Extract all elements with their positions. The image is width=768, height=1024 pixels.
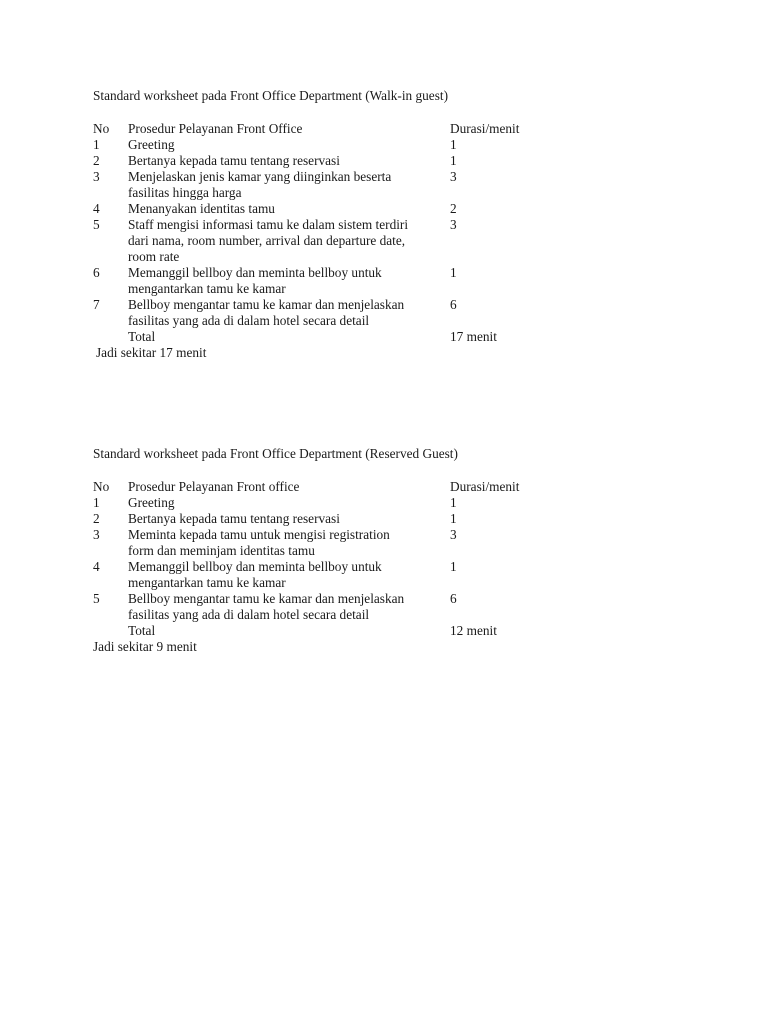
row-procedure: Greeting <box>128 137 175 152</box>
row-procedure: Greeting <box>128 495 175 510</box>
row-procedure: Staff mengisi informasi tamu ke dalam sistem terdiri <box>128 217 409 232</box>
row-procedure: Bellboy mengantar tamu ke kamar dan menjelaskan <box>128 297 405 312</box>
row-number: 5 <box>93 217 100 232</box>
total-label: Total <box>128 329 156 344</box>
row-duration: 1 <box>450 265 457 280</box>
row-procedure: form dan meminjam identitas tamu <box>128 543 315 558</box>
row-procedure: Bertanya kepada tamu tentang reservasi <box>128 511 340 526</box>
row-number: 4 <box>93 201 100 216</box>
row-procedure: fasilitas hingga harga <box>128 185 242 200</box>
header-duration: Durasi/menit <box>450 121 520 136</box>
row-number: 4 <box>93 559 100 574</box>
row-number: 5 <box>93 591 100 606</box>
row-number: 6 <box>93 265 100 280</box>
row-procedure: Menjelaskan jenis kamar yang diinginkan beserta <box>128 169 392 184</box>
row-duration: 1 <box>450 559 457 574</box>
section1-summary-note: Jadi sekitar 17 menit <box>96 345 207 360</box>
row-procedure: Bellboy mengantar tamu ke kamar dan menjelaskan <box>128 591 405 606</box>
row-duration: 6 <box>450 297 457 312</box>
row-procedure: Bertanya kepada tamu tentang reservasi <box>128 153 340 168</box>
section2-summary-note: Jadi sekitar 9 menit <box>93 639 197 654</box>
section1-title: Standard worksheet pada Front Office Department (Walk-in guest) <box>93 88 449 103</box>
row-number: 7 <box>93 297 100 312</box>
row-number: 3 <box>93 527 100 542</box>
row-number: 3 <box>93 169 100 184</box>
header-procedure: Prosedur Pelayanan Front office <box>128 479 300 494</box>
header-no: No <box>93 121 110 136</box>
row-duration: 1 <box>450 495 457 510</box>
row-procedure: Menanyakan identitas tamu <box>128 201 275 216</box>
row-duration: 3 <box>450 169 457 184</box>
row-procedure: Memanggil bellboy dan meminta bellboy untuk <box>128 559 382 574</box>
row-procedure: fasilitas yang ada di dalam hotel secara detail <box>128 313 370 328</box>
row-duration: 6 <box>450 591 457 606</box>
row-duration: 3 <box>450 527 457 542</box>
row-procedure: mengantarkan tamu ke kamar <box>128 281 286 296</box>
row-procedure: mengantarkan tamu ke kamar <box>128 575 286 590</box>
header-procedure: Prosedur Pelayanan Front Office <box>128 121 303 136</box>
total-label: Total <box>128 623 156 638</box>
row-number: 1 <box>93 137 100 152</box>
row-procedure: Memanggil bellboy dan meminta bellboy untuk <box>128 265 382 280</box>
row-number: 1 <box>93 495 100 510</box>
row-procedure: fasilitas yang ada di dalam hotel secara detail <box>128 607 370 622</box>
total-value: 17 menit <box>450 329 497 344</box>
row-duration: 2 <box>450 201 457 216</box>
row-number: 2 <box>93 511 100 526</box>
row-duration: 1 <box>450 511 457 526</box>
section2-title: Standard worksheet pada Front Office Department (Reserved Guest) <box>93 446 458 461</box>
row-duration: 1 <box>450 153 457 168</box>
row-duration: 3 <box>450 217 457 232</box>
header-duration: Durasi/menit <box>450 479 520 494</box>
row-procedure: Meminta kepada tamu untuk mengisi registration <box>128 527 390 542</box>
row-duration: 1 <box>450 137 457 152</box>
total-value: 12 menit <box>450 623 497 638</box>
header-no: No <box>93 479 110 494</box>
row-number: 2 <box>93 153 100 168</box>
row-procedure: dari nama, room number, arrival dan departure date, <box>128 233 406 248</box>
row-procedure: room rate <box>128 249 180 264</box>
